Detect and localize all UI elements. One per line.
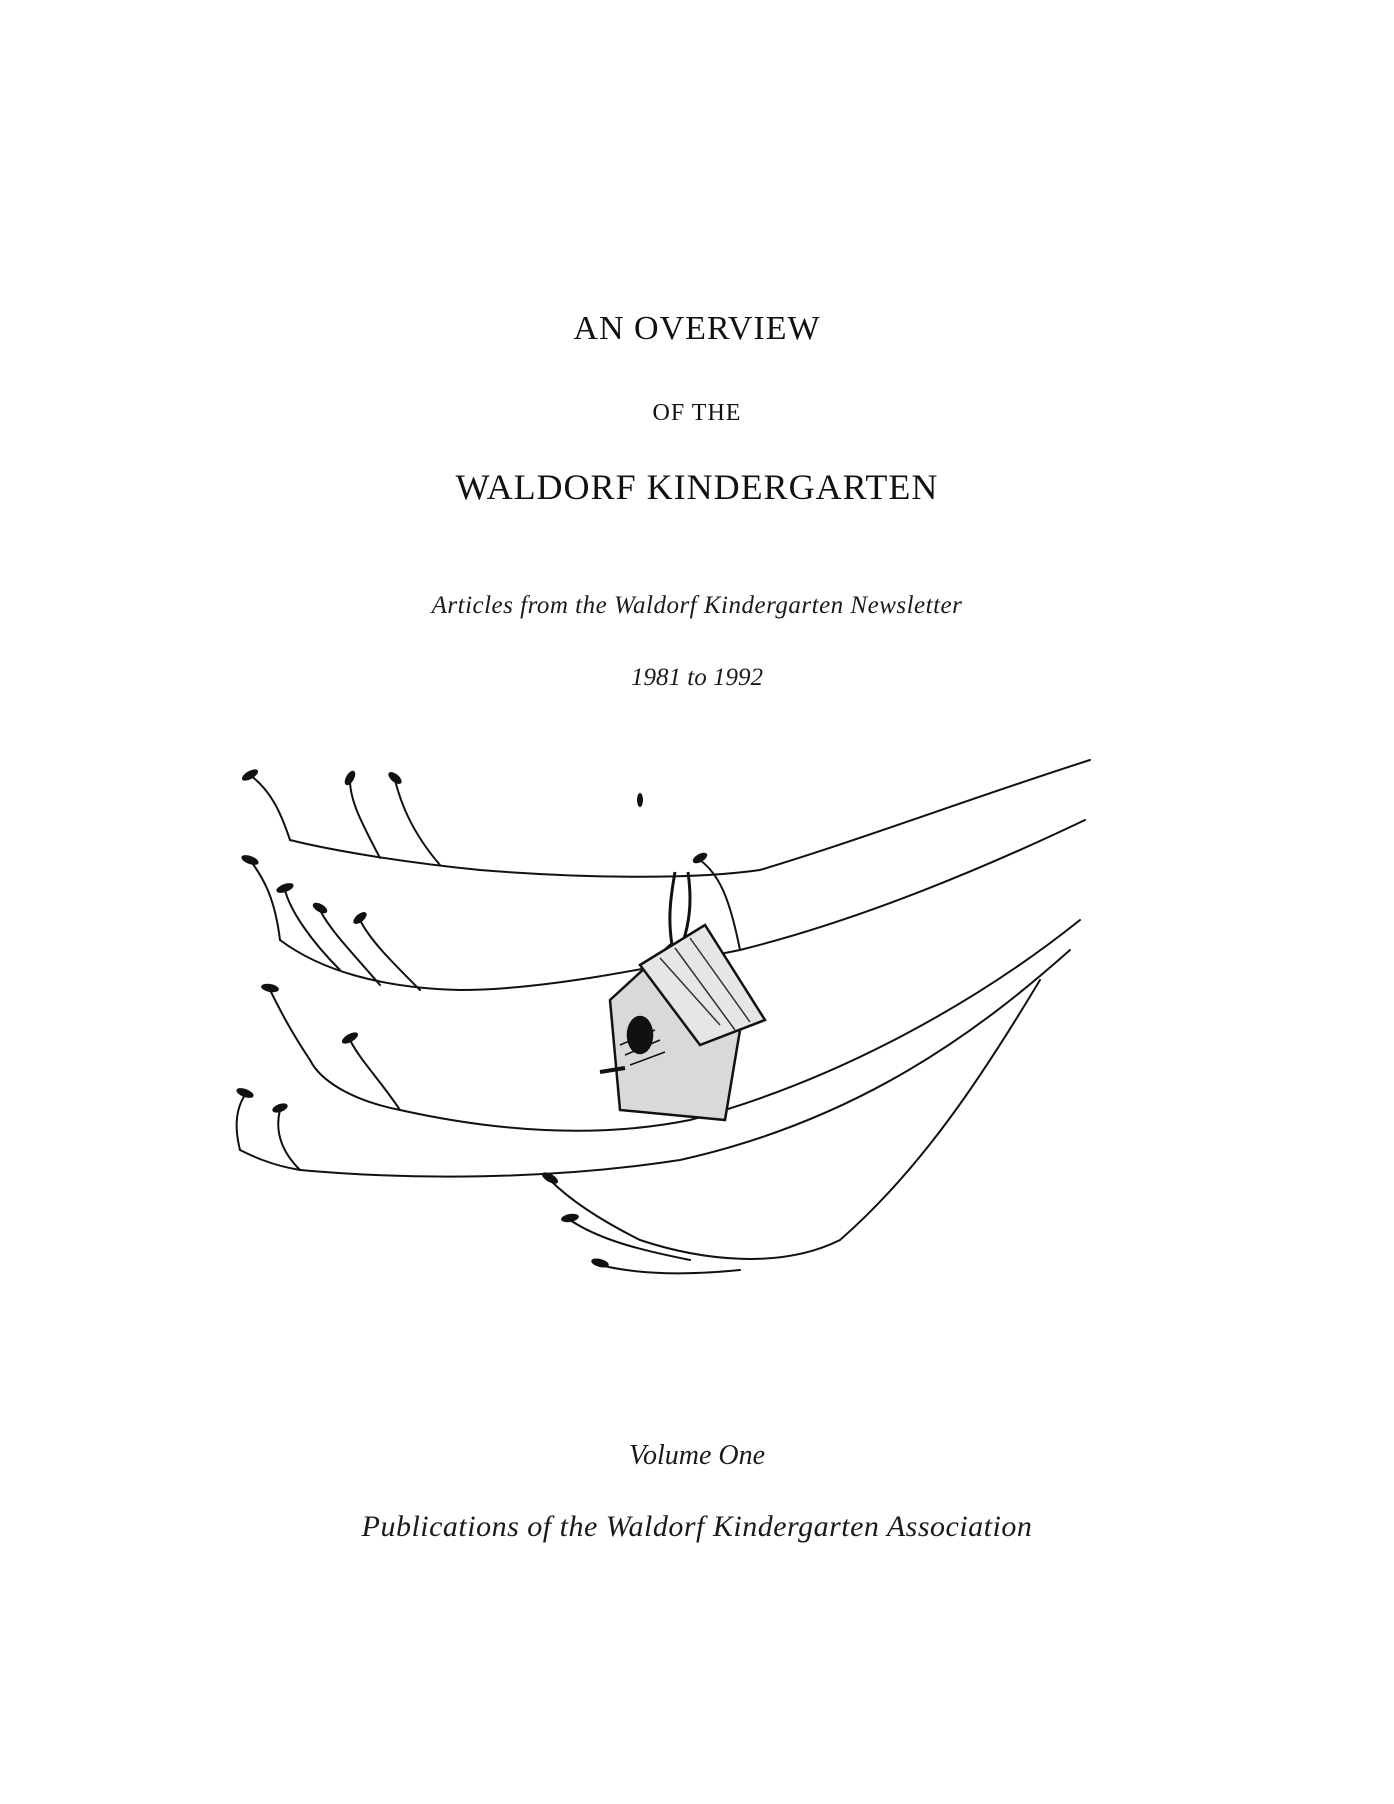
subtitle: Articles from the Waldorf Kindergarten Newsletter	[431, 592, 963, 619]
birdhouse-illustration	[220, 700, 1120, 1380]
volume: Volume One	[628, 1440, 766, 1471]
twig	[350, 780, 380, 858]
title-line-2: OF THE	[652, 400, 742, 426]
title-line-3: WALDORF KINDERGARTEN	[455, 467, 939, 507]
twig	[278, 1110, 300, 1170]
leaf	[637, 793, 643, 807]
leaf	[340, 1030, 360, 1046]
leaf	[260, 982, 279, 993]
hanging-strap	[670, 872, 690, 945]
twig	[395, 780, 440, 865]
publisher: Publications of the Waldorf Kindergarten Association	[361, 1510, 1033, 1543]
leaf	[691, 851, 709, 866]
twig	[270, 990, 310, 1060]
birdhouse-entrance	[628, 1017, 652, 1053]
twig	[600, 1265, 740, 1273]
leaf	[311, 901, 329, 916]
leaf	[240, 853, 260, 867]
leaf	[351, 910, 368, 926]
title-line-1: AN OVERVIEW	[573, 310, 821, 347]
twig	[350, 1040, 400, 1110]
twig	[550, 1180, 640, 1240]
twig	[250, 775, 290, 840]
twig	[250, 860, 280, 940]
birdhouse	[600, 925, 765, 1120]
twig	[237, 1095, 245, 1150]
leaf	[560, 1212, 579, 1223]
years: 1981 to 1992	[631, 664, 763, 691]
twig	[570, 1220, 690, 1260]
leaf	[235, 1086, 255, 1100]
